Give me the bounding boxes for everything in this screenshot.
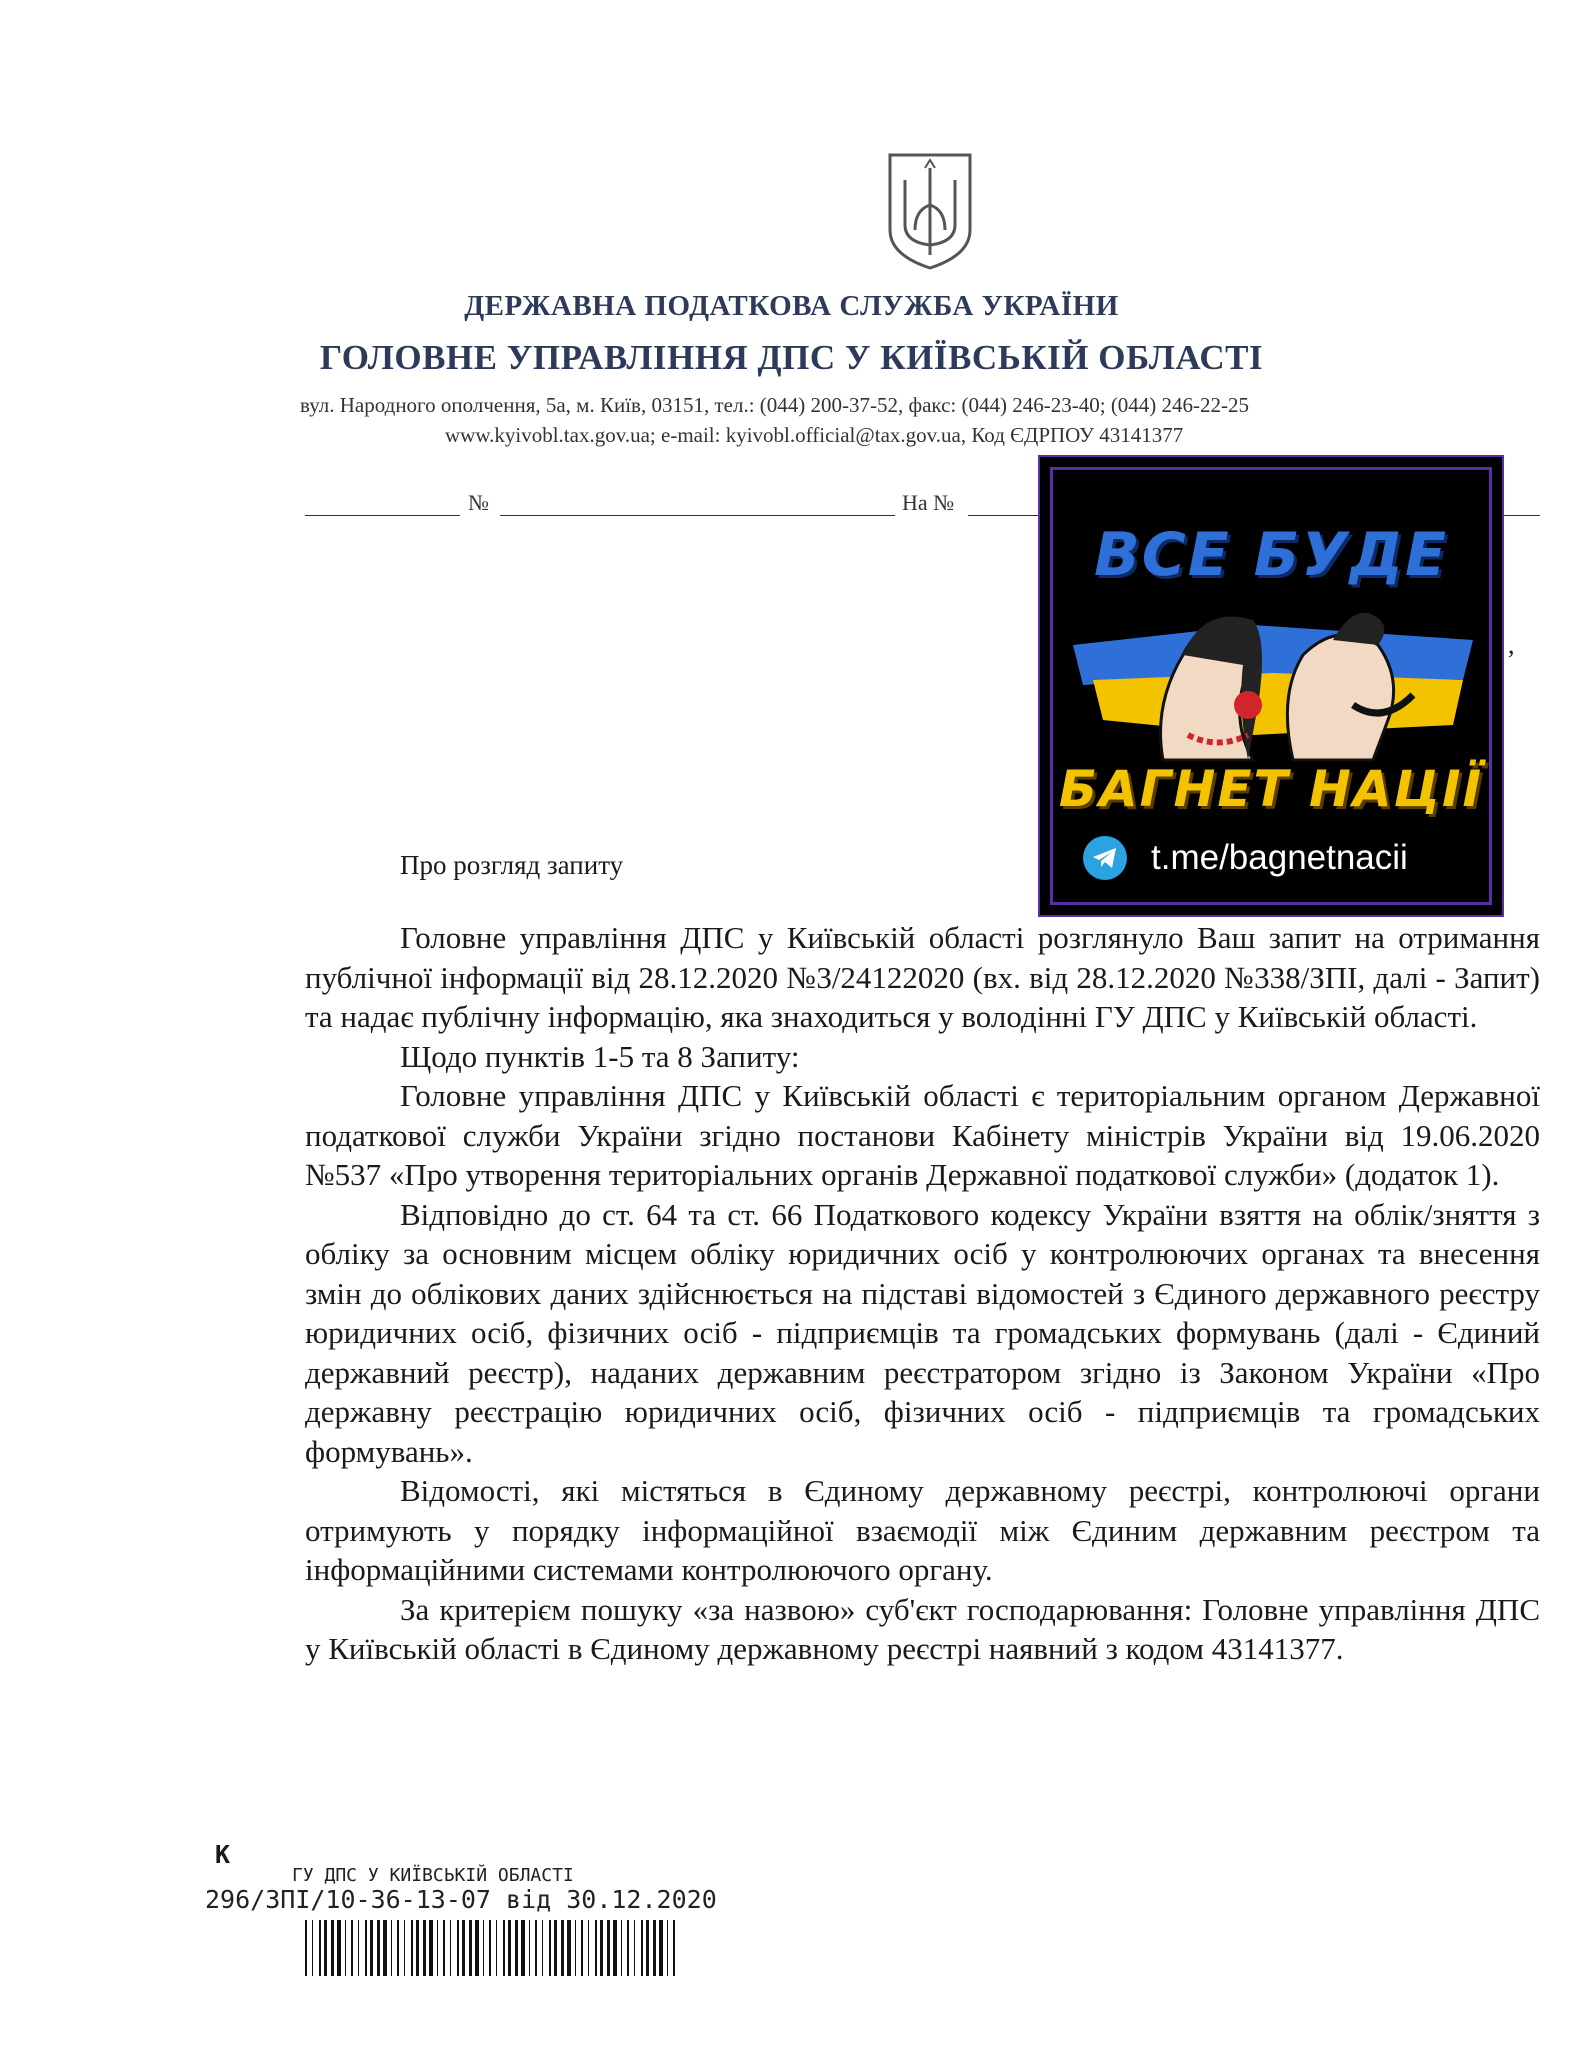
- telegram-link[interactable]: [1083, 830, 1479, 886]
- address-line: вул. Народного ополчення, 5а, м. Київ, 03151, тел.: (044) 200-37-52, факс: (044) 246-23-40; (044) 246-22-25: [300, 393, 1250, 417]
- ad-frame: [1050, 467, 1492, 905]
- date-blank-line: [305, 515, 460, 516]
- ad-bottom-text: БАГНЕТ НАЦІЇ: [1058, 760, 1484, 818]
- stamp-organization: ГУ ДПС У КИЇВСЬКІЙ ОБЛАСТІ: [292, 1865, 574, 1886]
- agency-name: ДЕРЖАВНА ПОДАТКОВА СЛУЖБА УКРАЇНИ: [464, 290, 1119, 322]
- number-label: №: [468, 490, 489, 515]
- reply-number-blank-line: [968, 515, 1038, 516]
- stamp-registration-number: 296/ЗПІ/10-36-13-07 від 30.12.2020: [205, 1885, 717, 1914]
- letter-body: [305, 918, 1540, 1669]
- body-paragraph: Відомості, які містяться в Єдиному державному реєстрі, контролюючі органи отримують у порядку інформаційної взаємодії між Єдиним державним реєстром та інформаційними системами контролюючого органу.: [305, 1473, 1540, 1587]
- telegram-link-text: t.me/bagnetnacii: [1151, 838, 1408, 877]
- reply-number-label: На №: [902, 490, 955, 515]
- telegram-ad-banner[interactable]: [1038, 455, 1504, 917]
- tryzub-icon: [885, 150, 975, 270]
- stray-comma: ,: [1508, 630, 1515, 659]
- body-paragraph: Щодо пунктів 1-5 та 8 Запиту:: [400, 1038, 800, 1074]
- department-name: ГОЛОВНЕ УПРАВЛІННЯ ДПС У КИЇВСЬКІЙ ОБЛАСТІ: [319, 338, 1264, 377]
- body-paragraph: Головне управління ДПС у Київській області є територіальним органом Державної податкової служби України згідно постанови Кабінету міністрів України від 19.06.2020 №537 «Про утворення територіальних органів Державної податкової служби» (додаток 1).: [305, 1078, 1540, 1192]
- telegram-icon: [1083, 836, 1127, 880]
- body-paragraph: За критерієм пошуку «за назвою» суб'єкт господарювання: Головне управління ДПС у Київській області в Єдиному державному реєстрі наявний з кодом 43141377.: [305, 1591, 1540, 1666]
- subject-line: Про розгляд запиту: [400, 850, 624, 880]
- web-contacts-line: www.kyivobl.tax.gov.ua; e-mail: kyivobl.official@tax.gov.ua, Код ЄДРПОУ 43141377: [445, 423, 1184, 447]
- body-paragraph: Головне управління ДПС у Київській області розглянуло Ваш запит на отримання публічної інформації від 28.12.2020 №3/24122020 (вх. від 28.12.2020 №338/ЗПІ, далі - Запит) та надає публічну інформацію, яка знаходиться у володінні ГУ ДПС у Київській області.: [305, 920, 1540, 1034]
- number-blank-line: [500, 515, 895, 516]
- ad-top-text: ВСЕ БУДЕ: [1093, 520, 1449, 590]
- cossack-couple-illustration: [1053, 585, 1492, 765]
- barcode: [305, 1920, 675, 1976]
- stamp-letter: К: [215, 1840, 231, 1869]
- reply-date-blank-line: [1504, 515, 1540, 516]
- body-paragraph: Відповідно до ст. 64 та ст. 66 Податкового кодексу України взяття на облік/зняття з обліку за основним місцем обліку юридичних осіб у контролюючих органах та внесення змін до облікових даних здійснюється на підставі відомостей з Єдиного державного реєстру юридичних осіб, фізичних осіб - підприємців та громадських формувань (далі - Єдиний державний реєстр), наданих державним реєстратором згідно із Законом України «Про державну реєстрацію юридичних осіб, фізичних осіб - підприємців та громадських формувань».: [305, 1196, 1540, 1469]
